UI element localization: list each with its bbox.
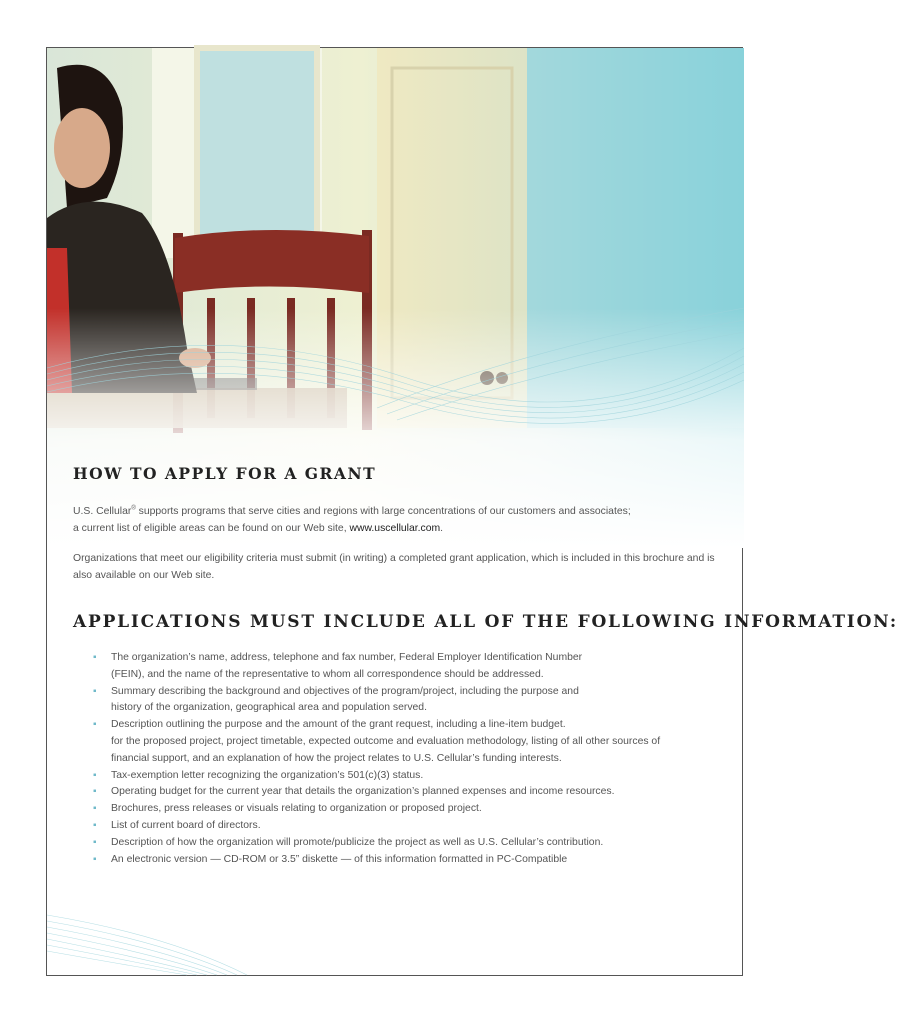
bullet-icon: ▪ [93,836,97,848]
list-item-line: Summary describing the background and objectives of the program/project, including the purpose and [111,685,579,697]
bullet-icon: ▪ [93,786,97,798]
list-item [93,717,733,767]
bullet-icon: ▪ [93,652,97,663]
website-link[interactable]: www.uscellular.com [349,522,441,534]
list-item-line: An electronic version — CD-ROM or 3.5” diskette — of this information formatted in PC-Compatible [111,853,568,865]
list-item [93,801,733,818]
eligibility-paragraph: Organizations that meet our eligibility criteria must submit (in writing) a completed grant application, which is included in this brochure and is also available on our Web site. [73,553,715,581]
list-item [93,684,733,718]
bullet-icon: ▪ [93,853,97,865]
decorative-wave [47,895,744,975]
list-item-line: Description outlining the purpose and the amount of the grant request, including a line-item budget. [111,719,566,731]
list-item [93,784,733,801]
list-item [93,835,733,852]
list-item-line: for the proposed project, project timetable, expected outcome and evaluation methodology, listing of all other sources of [111,735,661,747]
brochure-page [46,47,898,976]
requirements-list [93,650,733,868]
list-item-line: List of current board of directors. [111,819,261,831]
heading-requirements: APPLICATIONS MUST INCLUDE ALL OF THE FOLLOWING INFORMATION: [73,612,898,632]
heading-how-to-apply: HOW TO APPLY FOR A GRANT [73,464,377,483]
brand-name: U.S. Cellular [73,506,132,517]
list-item-line: Tax-exemption letter recognizing the organization’s 501(c)(3) status. [111,769,424,781]
bullet-icon: ▪ [93,685,97,697]
list-item-line: history of the organization, geographical area and population served. [111,702,427,714]
list-item-line: financial support, and an explanation of how the project relates to U.S. Cellular’s funding interests. [111,752,562,764]
registered-mark: ® [131,505,136,512]
intro-line2-end: . [440,522,444,534]
intro-paragraph [73,504,723,537]
list-item-line: Description of how the organization will promote/publicize the project as well as U.S. Cellular’s contribution. [111,836,604,848]
intro-line2: a current list of eligible areas can be found on our Web site, [73,522,350,534]
list-item-line: The organization’s name, address, telephone and fax number, Federal Employer Identification Number [111,652,583,663]
list-item [93,852,733,869]
bullet-icon: ▪ [93,819,97,831]
list-item [93,818,733,835]
list-item-line: Brochures, press releases or visuals relating to organization or proposed project. [111,803,482,815]
list-item [93,650,733,684]
list-item-line: Operating budget for the current year that details the organization’s planned expenses and income resources. [111,786,615,798]
bullet-icon: ▪ [93,769,97,781]
bullet-icon: ▪ [93,803,97,815]
list-item-line: (FEIN), and the name of the representative to whom all correspondence should be addressed. [111,668,544,680]
intro-line1: supports programs that serve cities and regions with large concentrations of our customers and associates; [135,506,631,517]
bullet-icon: ▪ [93,719,97,731]
list-item [93,768,733,785]
